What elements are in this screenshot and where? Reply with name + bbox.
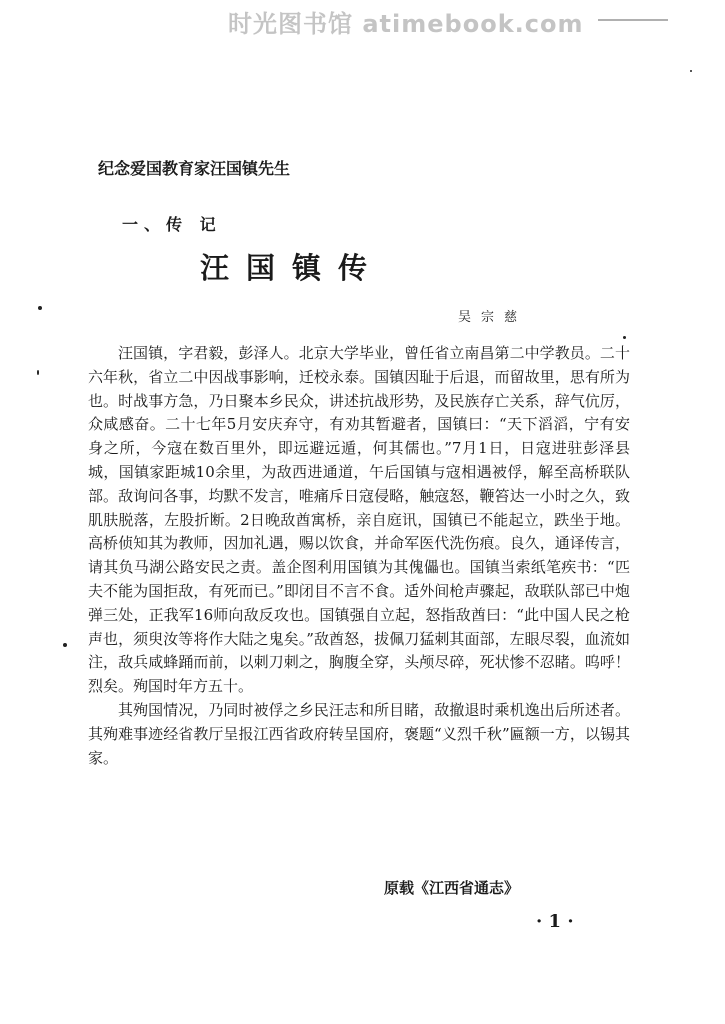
source-citation: 原载《江西省通志》	[384, 879, 520, 897]
page-number: · 1 ·	[536, 911, 574, 932]
article-title: 汪国镇传	[200, 251, 385, 285]
article-body	[88, 342, 630, 770]
scan-speck	[63, 643, 67, 647]
section-title: 纪念爱国教育家汪国镇先生	[98, 159, 291, 178]
site-watermark: 时光图书馆 atimebook.com	[228, 10, 584, 38]
scan-speck	[690, 70, 692, 72]
scan-speck	[37, 370, 39, 375]
body-paragraph-1: 汪国镇，字君毅，彭泽人。北京大学毕业，曾任省立南昌第二中学教员。二十六年秋，省立二中因战事影响，迁校永泰。国镇因耻于后退，而留故里，思有所为也。时战事方急，乃日聚本乡民众，讲述抗战形势，及民族存亡关系，辞气伉厉，众咸感奋。二十七年5月安庆弃守，有劝其暂避者，国镇曰：“天下滔滔，宁有安身之所，今寇在数百里外，即远避远遁，何其儒也。”7月1日，日寇进驻彭泽县城，国镇家距城10余里，为敌西进通道，午后国镇与寇相遇被俘，解至高桥联队部。敌询问各事，均默不发言，唯痛斥日寇侵略，触寇怒，鞭笞达一小时之久，致肌肤脱落，左股折断。2日晚敌酋寓桥，亲自庭讯，国镇已不能起立，跌坐于地。高桥侦知其为教师，因加礼遇，赐以饮食，并命军医代洗伤痕。良久，通译传言，请其负马湖公路安民之责。盖企图利用国镇为其傀儡也。国镇当索纸笔疾书：“匹夫不能为国拒敌，有死而已。”即闭目不言不食。适外间枪声骤起，敌联队部已中炮弹三处，正我军16师向敌反攻也。国镇强自立起，怒指敌酋曰：“此中国人民之枪声也，须臾汝等将作大陆之鬼矣。”敌酋怒，拔佩刀猛刺其面部，左眼尽裂，血流如注，敌兵咸蜂踊而前，以刺刀刺之，胸腹全穿，头颅尽碎，死状惨不忍睹。呜呼！烈矣。殉国时年方五十。	[88, 344, 630, 696]
scan-speck	[623, 336, 626, 339]
watermark-rule	[598, 19, 668, 21]
body-paragraph-2: 其殉国情况，乃同时被俘之乡民汪志和所目睹，敌撤退时乘机逸出后所述者。其殉难事迹经省教厅呈报江西省政府转呈国府，褒题“义烈千秋”匾额一方，以锡其家。	[88, 700, 630, 767]
article-author: 吴宗慈	[458, 310, 528, 325]
scan-speck	[38, 306, 42, 310]
subsection-heading: 一、传 记	[122, 215, 222, 234]
